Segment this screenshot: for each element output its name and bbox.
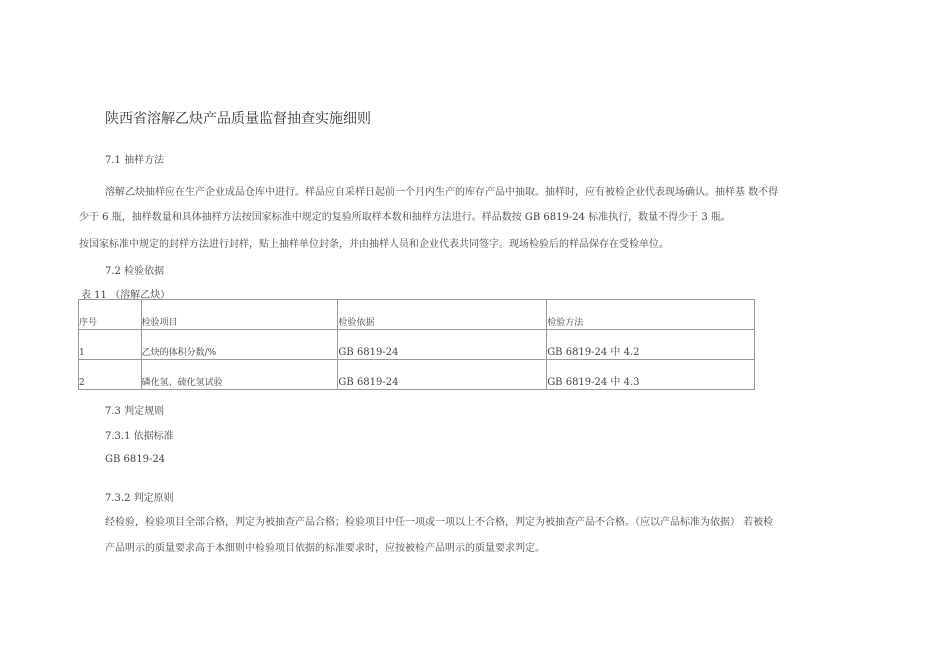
section-7-1-line-1: 溶解乙炔抽样应在生产企业成品仓库中进行。样品应自采样日起前一个月内生产的库存产品中抽取。抽样时，应有被检企业代表现场确认。抽样基 数不得: [105, 187, 779, 198]
section-7-1-heading: 7.1 抽样方法: [105, 155, 165, 166]
cell-basis: GB 6819-24: [338, 360, 547, 390]
header-basis: 检验依据: [338, 300, 547, 330]
cell-method: GB 6819-24 中 4.3: [547, 360, 755, 390]
section-7-3-2-heading: 7.3.2 判定原则: [105, 493, 174, 504]
section-7-3-2-line-1: 经检验，检验项目全部合格，判定为被抽查产品合格；检验项目中任一项或一项以上不合格，判定为被抽查产品不合格。（应以产品标准为依据） 若被检: [105, 517, 774, 528]
inspection-table: [78, 299, 755, 390]
table-caption: 表 11 （溶解乙炔）: [81, 290, 171, 301]
cell-basis: GB 6819-24: [338, 330, 547, 360]
cell-method: GB 6819-24 中 4.2: [547, 330, 755, 360]
document-title: 陕西省溶解乙炔产品质量监督抽查实施细则: [105, 111, 371, 127]
header-item: 检验项目: [141, 300, 338, 330]
standard-value: GB 6819-24: [105, 454, 166, 465]
cell-item: 乙炔的体积分数/%: [141, 330, 338, 360]
table-header-row: [79, 300, 755, 330]
section-7-3-heading: 7.3 判定规则: [105, 406, 165, 417]
section-7-2-heading: 7.2 检验依据: [105, 266, 165, 277]
table-row: [79, 360, 755, 390]
cell-seq: 2: [79, 360, 142, 390]
table-row: [79, 330, 755, 360]
section-7-1-line-2: 少于 6 瓶，抽样数量和具体抽样方法按国家标准中规定的复验所取样本数和抽样方法进行。样品数按 GB 6819-24 标准执行，数量不得少于 3 瓶。: [79, 212, 731, 223]
header-method: 检验方法: [547, 300, 755, 330]
cell-seq: 1: [79, 330, 142, 360]
header-seq: 序号: [79, 300, 142, 330]
section-7-3-2-line-2: 产品明示的质量要求高于本细则中检验项目依据的标准要求时，应按被检产品明示的质量要求判定。: [105, 543, 545, 554]
section-7-1-line-3: 按国家标准中规定的封样方法进行封样，贴上抽样单位封条，并由抽样人员和企业代表共同签字。现场检验后的样品保存在受检单位。: [79, 239, 669, 250]
cell-item: 磷化氢、硫化氢试验: [141, 360, 338, 390]
section-7-3-1-heading: 7.3.1 依据标准: [105, 431, 174, 442]
